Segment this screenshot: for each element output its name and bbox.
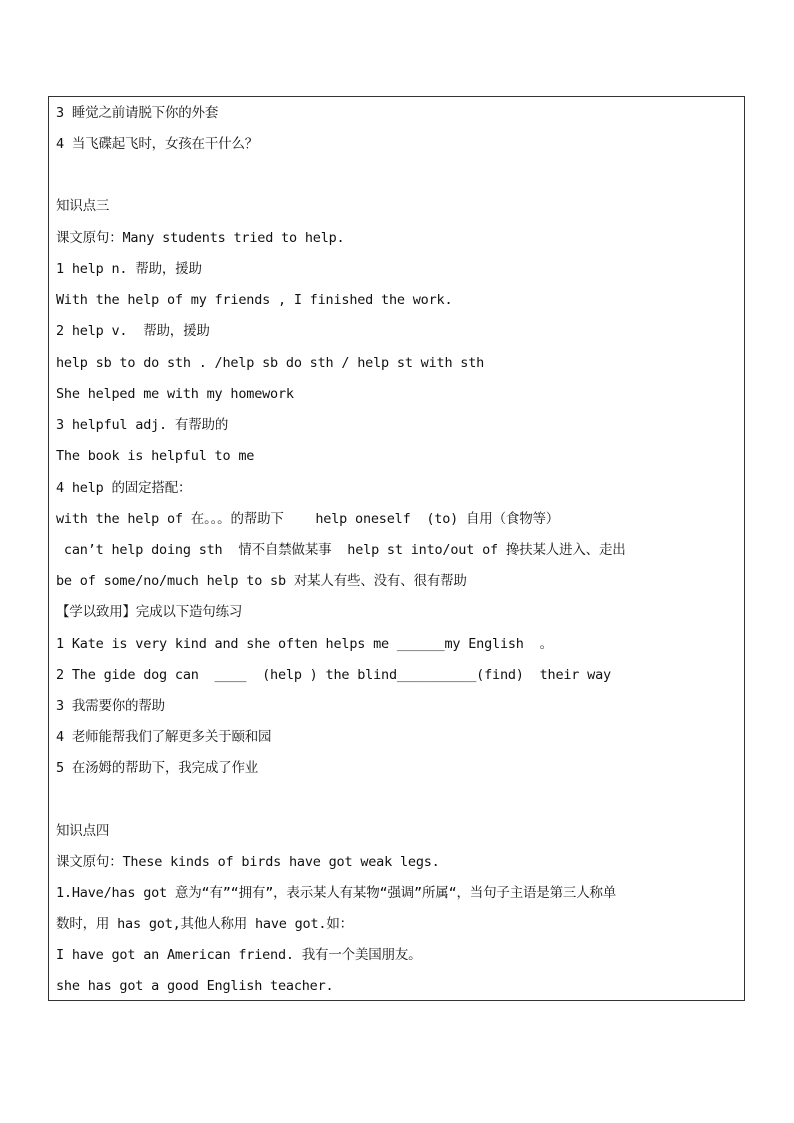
help-phrase-line-1: with the help of 在。。。的帮助下 help oneself (to) 自用（食物等）	[56, 511, 560, 527]
exercise-line-4: 4 当飞碟起飞时，女孩在干什么？	[56, 136, 259, 152]
practice-item-2: 2 The gide dog can ____ (help ) the blind__________(find) their way	[56, 667, 611, 683]
have-got-explanation-2: 数时，用 has got,其他人称用 have got.如：	[56, 916, 353, 932]
have-got-example-2: she has got a good English teacher.	[56, 978, 334, 994]
practice-item-4: 4 老师能帮我们了解更多关于颐和园	[56, 729, 272, 745]
section-heading-3: 知识点三	[56, 198, 110, 214]
document-table-cell	[48, 96, 745, 1001]
have-got-explanation-1: 1.Have/has got 意为“有”“拥有”，表示某人有某物“强调”所属“，当句子主语是第三人称单	[56, 885, 617, 901]
practice-item-1: 1 Kate is very kind and she often helps me ______my English 。	[56, 636, 553, 652]
practice-heading: 【学以致用】完成以下造句练习	[56, 604, 243, 620]
have-got-example-1: I have got an American friend. 我有一个美国朋友。	[56, 947, 422, 963]
exercise-line-3: 3 睡觉之前请脱下你的外套	[56, 105, 219, 121]
help-verb-patterns: help sb to do sth . /help sb do sth / help st with sth	[56, 355, 485, 371]
help-phrase-line-3: be of some/no/much help to sb 对某人有些、没有、很有帮助	[56, 573, 467, 589]
section-heading-4: 知识点四	[56, 823, 110, 839]
original-sentence-4: 课文原句：These kinds of birds have got weak legs.	[56, 854, 440, 870]
practice-item-5: 5 在汤姆的帮助下，我完成了作业	[56, 760, 259, 776]
help-noun-example: With the help of my friends , I finished the work.	[56, 292, 453, 308]
help-phrases-heading: 4 help 的固定搭配：	[56, 480, 192, 496]
help-verb-definition: 2 help v. 帮助，援助	[56, 323, 210, 339]
helpful-example: The book is helpful to me	[56, 448, 255, 464]
help-phrase-line-2: can’t help doing sth 情不自禁做某事 help st into/out of 搀扶某人进入、走出	[56, 542, 626, 558]
original-sentence-3: 课文原句：Many students tried to help.	[56, 230, 345, 246]
help-verb-example: She helped me with my homework	[56, 386, 294, 402]
practice-item-3: 3 我需要你的帮助	[56, 698, 165, 714]
help-noun-definition: 1 help n. 帮助，援助	[56, 261, 202, 277]
helpful-definition: 3 helpful adj. 有帮助的	[56, 417, 229, 433]
